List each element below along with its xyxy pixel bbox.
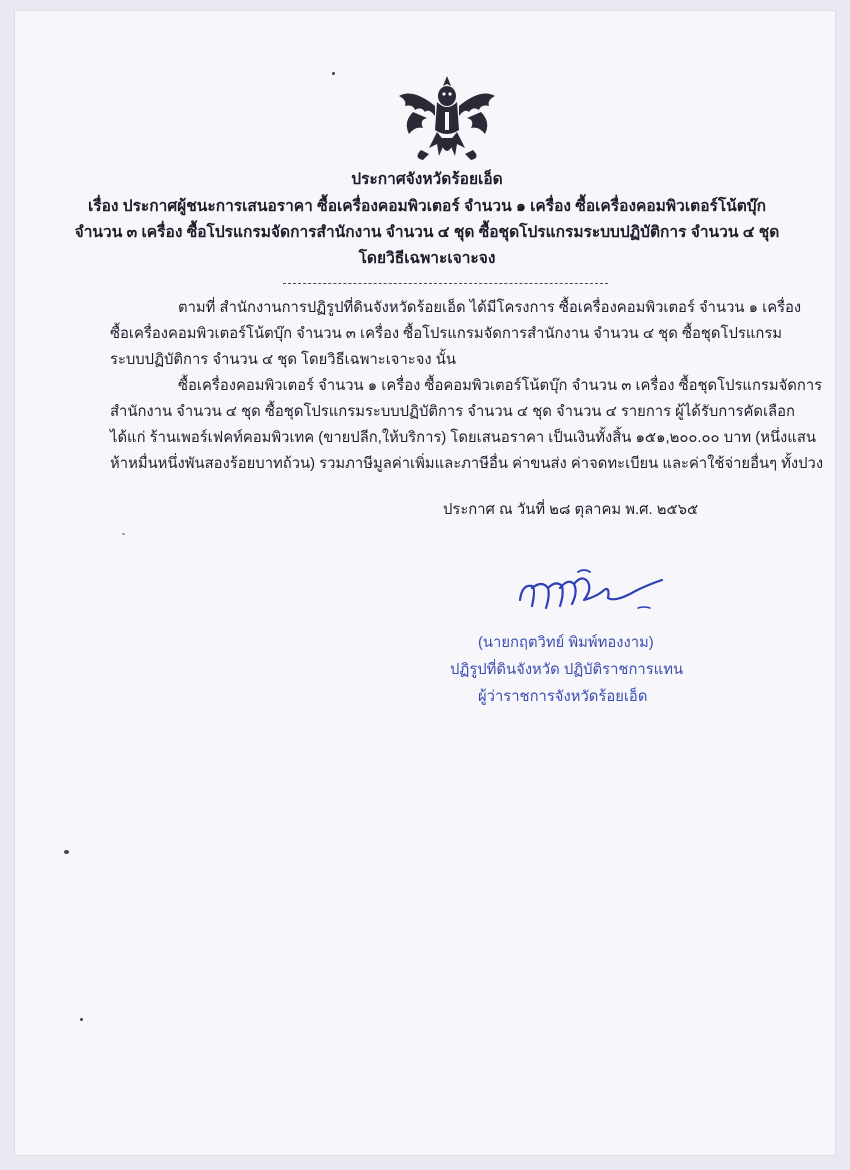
handwritten-signature — [512, 566, 672, 622]
scan-speck — [122, 533, 125, 535]
paragraph-2-line-3: ได้แก่ ร้านเพอร์เฟคท์คอมพิวเทค (ขายปลีก,ให้บริการ) โดยเสนอราคา เป็นเงินทั้งสิ้น ๑๕๑,๒๐๐.๐๐ บาท (หนึ่งแสน — [110, 430, 816, 446]
signatory-name: (นายกฤตวิทย์ พิมพ์ทองงาม) — [478, 635, 654, 651]
paragraph-2-line-2: สำนักงาน จำนวน ๔ ชุด ซื้อชุดโปรแกรมระบบปฏิบัติการ จำนวน ๔ ชุด จำนวน ๔ รายการ ผู้ได้รับการคัดเลือก — [110, 404, 795, 420]
page-title: ประกาศจังหวัดร้อยเอ็ด — [351, 171, 503, 188]
divider — [283, 283, 608, 284]
signatory-position-2: ผู้ว่าราชการจังหวัดร้อยเอ็ด — [478, 689, 648, 705]
announce-date: ประกาศ ณ วันที่ ๒๘ ตุลาคม พ.ศ. ๒๕๖๕ — [443, 502, 699, 518]
garuda-emblem-icon — [393, 72, 501, 168]
scan-speck — [332, 72, 335, 75]
scan-speck — [64, 850, 69, 854]
paragraph-1-line-3: ระบบปฏิบัติการ จำนวน ๔ ชุด โดยวิธีเฉพาะเจาะจง นั้น — [110, 352, 456, 368]
paragraph-2-line-4: ห้าหมื่นหนึ่งพันสองร้อยบาทถ้วน) รวมภาษีมูลค่าเพิ่มและภาษีอื่น ค่าขนส่ง ค่าจดทะเบียน และค่าใช้จ่ายอื่นๆ ทั้งปวง — [110, 456, 824, 472]
subject-line-1: เรื่อง ประกาศผู้ชนะการเสนอราคา ซื้อเครื่องคอมพิวเตอร์ จำนวน ๑ เครื่อง ซื้อเครื่องคอมพิวเตอร์โน้ตบุ๊ก — [87, 198, 767, 215]
signatory-position-1: ปฏิรูปที่ดินจังหวัด ปฏิบัติราชการแทน — [450, 662, 684, 678]
scan-speck — [80, 1018, 83, 1021]
subject-line-2: จำนวน ๓ เครื่อง ซื้อโปรแกรมจัดการสำนักงาน จำนวน ๔ ชุด ซื้อชุดโปรแกรมระบบปฏิบัติการ จำนวน ๔ ชุด — [74, 224, 780, 241]
paragraph-1-line-2: ซื้อเครื่องคอมพิวเตอร์โน้ตบุ๊ก จำนวน ๓ เครื่อง ซื้อโปรแกรมจัดการสำนักงาน จำนวน ๔ ชุด ซื้อชุดโปรแกรม — [110, 326, 783, 342]
paragraph-1-line-1: ตามที่ สำนักงานการปฏิรูปที่ดินจังหวัดร้อยเอ็ด ได้มีโครงการ ซื้อเครื่องคอมพิวเตอร์ จำนวน ๑ เครื่อง — [178, 300, 802, 316]
paragraph-2-line-1: ซื้อเครื่องคอมพิวเตอร์ จำนวน ๑ เครื่อง ซื้อคอมพิวเตอร์โน้ตบุ๊ก จำนวน ๓ เครื่อง ซื้อชุดโปรแกรมจัดการ — [178, 378, 823, 394]
subject-line-3: โดยวิธีเฉพาะเจาะจง — [358, 250, 496, 267]
